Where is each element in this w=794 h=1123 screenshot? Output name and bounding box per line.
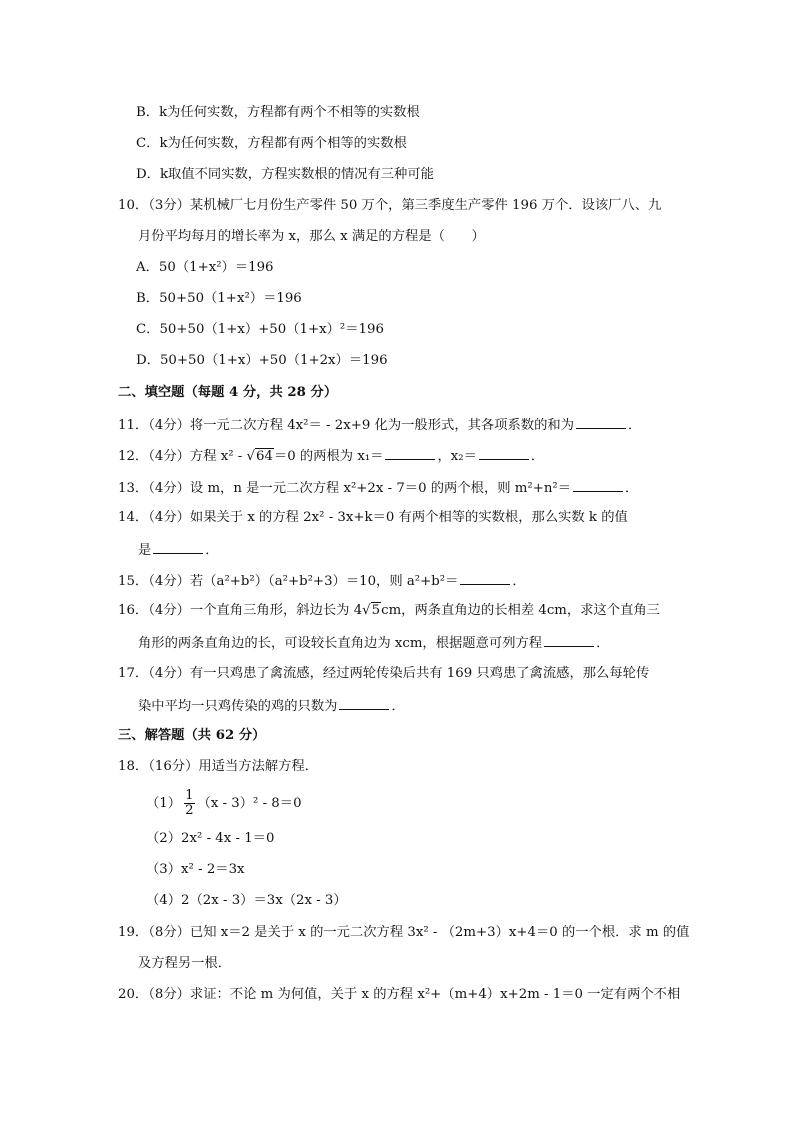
question-18-part-2: （2）2x² - 4x - 1＝0: [146, 831, 275, 846]
question-11-text: 11．（4分）将一元二次方程 4x²＝ - 2x+9 化为一般形式，其各项系数的和为: [118, 418, 574, 433]
answer-blank[interactable]: [339, 696, 389, 710]
option-q9-b: B．k为任何实数，方程都有两个不相等的实数根: [136, 105, 420, 120]
option-q10-c: C．50+50（1+x）+50（1+x）²＝196: [136, 322, 384, 337]
question-16-pre: 16．（4分）一个直角三角形，斜边长为 4: [118, 603, 363, 618]
option-q9-c: C．k为任何实数，方程都有两个相等的实数根: [136, 136, 407, 151]
question-18-part-4: （4）2（2x - 3）＝3x（2x - 3）: [146, 893, 347, 908]
question-14-line2: 是: [138, 543, 152, 558]
radicand: 5: [371, 603, 381, 618]
question-16: [118, 602, 660, 620]
question-15: [118, 571, 526, 591]
answer-blank[interactable]: [573, 478, 623, 492]
question-14-cont: [138, 540, 219, 560]
question-18-part-3: （3）x² - 2＝3x: [146, 862, 245, 877]
question-12-mid: ＝0 的两根为 x₁＝: [273, 449, 384, 464]
question-12-mid2: ，x₂＝: [437, 449, 477, 464]
question-14-end: ．: [205, 543, 219, 558]
question-17-stem: 17．（4分）有一只鸡患了禽流感，经过两轮传染后共有 169 只鸡患了禽流感，那么每轮传: [118, 666, 650, 681]
answer-blank-x1[interactable]: [385, 446, 435, 460]
fraction-denominator: 2: [185, 803, 194, 818]
question-12-pre: 12．（4分）方程 x² -: [118, 449, 247, 464]
option-q10-d: D．50+50（1+x）+50（1+2x）＝196: [136, 353, 388, 368]
answer-blank[interactable]: [153, 540, 203, 554]
answer-blank[interactable]: [544, 633, 594, 647]
question-20-stem: 20．（8分）求证：不论 m 为何值，关于 x 的方程 x²+（m+4）x+2m - 1＝0 一定有两个不相: [118, 987, 681, 1002]
question-17-line2: 染中平均一只鸡传染的鸡的只数为: [138, 699, 338, 714]
option-q10-b: B．50+50（1+x²）＝196: [136, 291, 302, 306]
question-14-stem: 14．（4分）如果关于 x 的方程 2x² - 3x+k＝0 有两个相等的实数根，那么实数 k 的值: [118, 510, 628, 525]
fraction-numerator: 1: [185, 788, 194, 803]
question-16-cont: [138, 633, 609, 653]
question-10-stem: 10．（3分）某机械厂七月份生产零件 50 万个，第三季度生产零件 196 万个．设该厂八、九: [118, 198, 662, 213]
sqrt-symbol: √64: [246, 449, 273, 464]
question-13-text: 13．（4分）设 m，n 是一元二次方程 x²+2x - 7＝0 的两个根，则 m²+n²＝: [118, 481, 572, 496]
question-11: [118, 415, 641, 435]
section-3-heading: 三、解答题（共 62 分）: [118, 728, 266, 743]
question-10-stem-cont: 月份平均每月的增长率为 x，那么 x 满足的方程是（ ）: [138, 229, 485, 244]
question-18-stem: 18．（16分）用适当方法解方程．: [118, 759, 319, 774]
question-13-end: ．: [625, 481, 639, 496]
option-q10-a: A．50（1+x²）＝196: [136, 260, 274, 275]
question-11-end: ．: [628, 418, 642, 433]
question-13: [118, 478, 638, 498]
sqrt-symbol: √5: [362, 603, 381, 618]
question-16-line2: 角形的两条直角边的长，可设较长直角边为 xcm，根据题意可列方程: [138, 636, 543, 651]
section-2-heading: 二、填空题（每题 4 分，共 28 分）: [118, 385, 338, 400]
question-18-part-1: [146, 789, 302, 818]
question-16-post: cm，两条直角边的长相差 4cm，求这个直角三: [381, 603, 660, 618]
question-15-end: ．: [512, 574, 526, 589]
question-15-text: 15．（4分）若（a²+b²）（a²+b²+3）＝10，则 a²+b²＝: [118, 574, 459, 589]
radicand: 64: [256, 449, 273, 464]
question-12-end: ．: [530, 449, 545, 464]
question-16-end: ．: [596, 636, 610, 651]
question-19-cont: 及方程另一根．: [138, 956, 232, 971]
part-1-rest: （x - 3）² - 8＝0: [197, 796, 302, 811]
part-label: （1）: [146, 796, 182, 811]
option-q9-d: D．k取值不同实数，方程实数根的情况有三种可能: [136, 167, 434, 182]
answer-blank[interactable]: [460, 571, 510, 585]
question-17-cont: [138, 696, 405, 716]
answer-blank-x2[interactable]: [479, 446, 529, 460]
fraction: [184, 789, 194, 818]
question-12: [118, 446, 544, 466]
question-19-stem: 19．（8分）已知 x＝2 是关于 x 的一元二次方程 3x² - （2m+3）x+4＝0 的一个根．求 m 的值: [118, 925, 690, 940]
question-17-end: ．: [391, 699, 405, 714]
answer-blank[interactable]: [576, 415, 626, 429]
